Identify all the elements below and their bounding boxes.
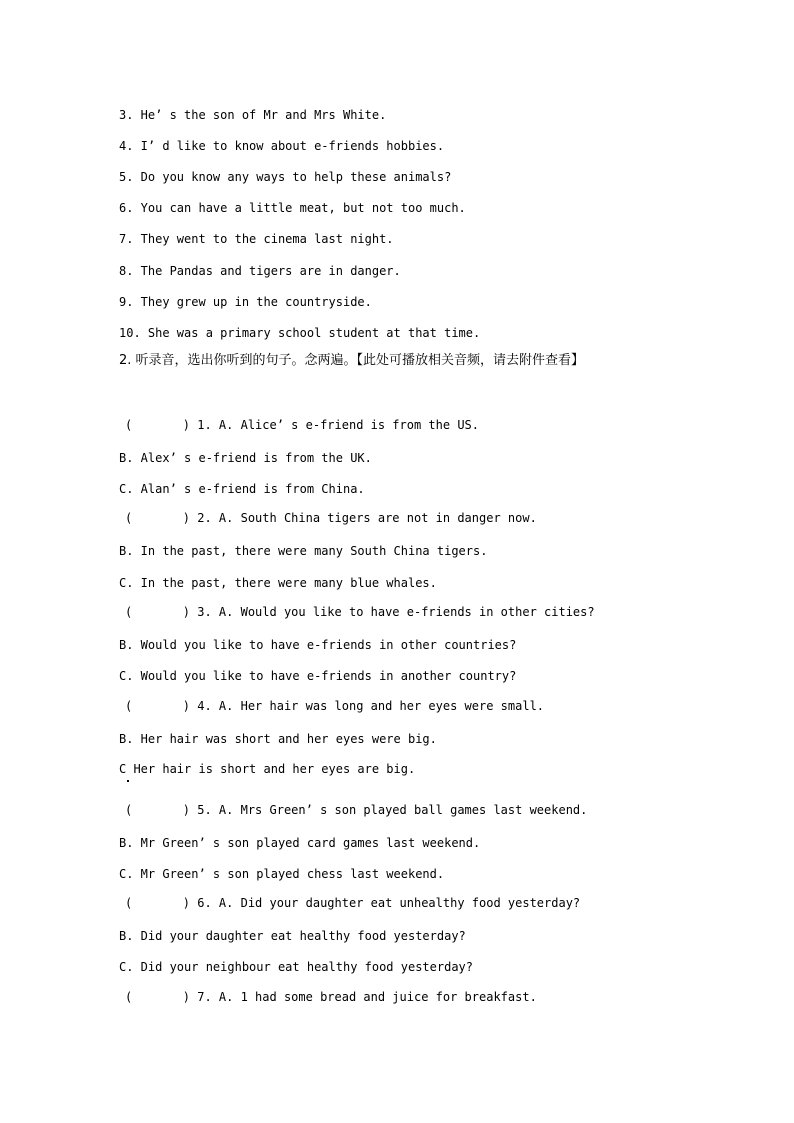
question-1-option-c: C. Alan’ s e-friend is from China. — [119, 482, 365, 496]
sentence-5: 5. Do you know any ways to help these animals? — [119, 170, 452, 184]
question-4-prompt: ( ) 4. A. Her hair was long and her eyes were small. — [125, 699, 545, 713]
sentence-10: 10. She was a primary school student at that time. — [119, 326, 481, 340]
sentence-7: 7. They went to the cinema last night. — [119, 232, 394, 246]
sentence-4: 4. I’ d like to know about e-friends hobbies. — [119, 139, 445, 153]
question-5-option-c: C. Mr Green’ s son played chess last weekend. — [119, 867, 445, 881]
stray-dot — [127, 780, 129, 782]
question-1-prompt: ( ) 1. A. Alice’ s e-friend is from the US. — [125, 418, 480, 432]
question-5-prompt: ( ) 5. A. Mrs Green’ s son played ball games last weekend. — [125, 803, 588, 817]
question-7-prompt: ( ) 7. A. 1 had some bread and juice for breakfast. — [125, 990, 537, 1004]
sentence-9: 9. They grew up in the countryside. — [119, 295, 372, 309]
sentence-6: 6. You can have a little meat, but not too much. — [119, 201, 466, 215]
question-3-prompt: ( ) 3. A. Would you like to have e-friends in other cities? — [125, 605, 595, 619]
question-2-option-c: C. In the past, there were many blue whales. — [119, 576, 437, 590]
question-6-option-b: B. Did your daughter eat healthy food yesterday? — [119, 929, 466, 943]
question-1-option-b: B. Alex’ s e-friend is from the UK. — [119, 451, 372, 465]
question-2-option-b: B. In the past, there were many South China tigers. — [119, 544, 488, 558]
sentence-8: 8. The Pandas and tigers are in danger. — [119, 264, 401, 278]
question-4-option-b: B. Her hair was short and her eyes were big. — [119, 732, 437, 746]
question-5-option-b: B. Mr Green’ s son played card games last weekend. — [119, 836, 481, 850]
question-4-option-c: C Her hair is short and her eyes are big. — [119, 762, 416, 776]
question-2-prompt: ( ) 2. A. South China tigers are not in danger now. — [125, 511, 537, 525]
sentence-3: 3. He’ s the son of Mr and Mrs White. — [119, 108, 387, 122]
section-2-instruction: 2. 听录音，选出你听到的句子。念两遍。【此处可播放相关音频，请去附件查看】 — [119, 353, 585, 368]
question-6-option-c: C. Did your neighbour eat healthy food yesterday? — [119, 960, 474, 974]
question-3-option-c: C. Would you like to have e-friends in another country? — [119, 669, 517, 683]
question-3-option-b: B. Would you like to have e-friends in other countries? — [119, 638, 517, 652]
question-6-prompt: ( ) 6. A. Did your daughter eat unhealthy food yesterday? — [125, 896, 581, 910]
